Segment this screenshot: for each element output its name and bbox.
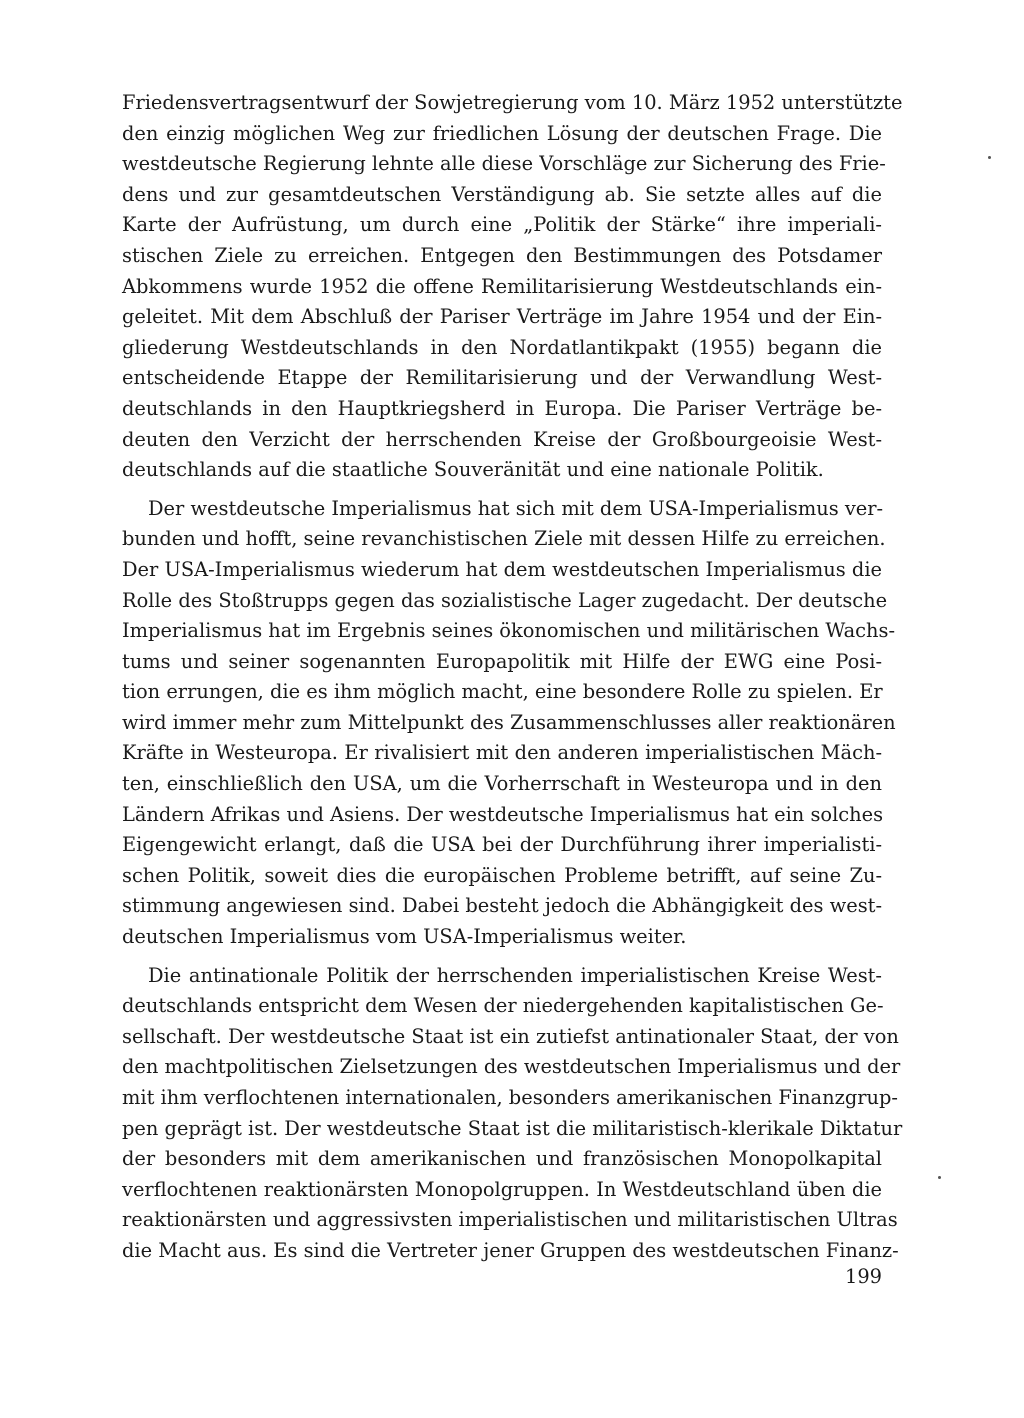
text-line: deutschlands in den Hauptkriegsherd in Europa. Die Pariser Verträge be-: [122, 396, 882, 420]
text-line: Imperialismus hat im Ergebnis seines ökonomischen und militärischen Wachs-: [122, 619, 896, 643]
text-line: Friedensvertragsentwurf der Sowjetregierung vom 10. März 1952 unterstützte: [122, 91, 903, 114]
text-line: stimmung angewiesen sind. Dabei besteht jedoch die Abhängigkeit des west-: [122, 894, 882, 918]
text-line: deutschen Imperialismus vom USA-Imperialismus weiter.: [122, 925, 687, 949]
text-line: dens und zur gesamtdeutschen Verständigung ab. Sie setzte alles auf die: [122, 182, 882, 206]
text-line: Die antinationale Politik der herrschenden imperialistischen Kreise West-: [148, 963, 882, 987]
text-line: Eigengewicht erlangt, daß die USA bei der Durchführung ihrer imperialisti-: [122, 833, 882, 857]
text-line: Der USA-Imperialismus wiederum hat dem westdeutschen Imperialismus die: [122, 557, 882, 581]
text-line: deutschlands auf die staatliche Souveränität und eine nationale Politik.: [122, 458, 824, 482]
scan-speck: [988, 156, 991, 159]
text-line: gliederung Westdeutschlands in den Nordatlantikpakt (1955) begann die: [122, 335, 882, 359]
text-line: verflochtenen reaktionärsten Monopolgruppen. In Westdeutschland üben die: [122, 1177, 882, 1201]
text-line: mit ihm verflochtenen internationalen, besonders amerikanischen Finanzgrup-: [122, 1086, 898, 1109]
text-line: Rolle des Stoßtrupps gegen das sozialistische Lager zugedacht. Der deutsche: [122, 588, 888, 612]
text-line: Ländern Afrikas und Asiens. Der westdeutsche Imperialismus hat ein solches: [122, 802, 884, 826]
text-line: deuten den Verzicht der herrschenden Kreise der Großbourgeoisie West-: [122, 427, 882, 451]
text-line: ten, einschließlich den USA, um die Vorherrschaft in Westeuropa und in den: [122, 772, 882, 796]
text-line: sellschaft. Der westdeutsche Staat ist ein zutiefst antinationaler Staat, der von: [122, 1024, 899, 1048]
page-number: 199: [844, 1265, 882, 1288]
text-line: geleitet. Mit dem Abschluß der Pariser Verträge im Jahre 1954 und der Ein-: [122, 305, 882, 329]
text-line: die Macht aus. Es sind die Vertreter jener Gruppen des westdeutschen Finanz-: [122, 1238, 899, 1262]
paragraph-1: [122, 88, 903, 486]
paragraph-2: [122, 494, 896, 953]
paragraph-spacer: [122, 486, 882, 494]
text-line: westdeutsche Regierung lehnte alle diese Vorschläge zur Sicherung des Frie-: [122, 152, 886, 176]
text-line: der besonders mit dem amerikanischen und französischen Monopolkapital: [122, 1147, 882, 1171]
text-line: wird immer mehr zum Mittelpunkt des Zusammenschlusses aller reaktionären: [122, 710, 896, 734]
text-line: deutschlands entspricht dem Wesen der niedergehenden kapitalistischen Ge-: [122, 994, 884, 1018]
text-line: Der westdeutsche Imperialismus hat sich mit dem USA-Imperialismus ver-: [148, 496, 884, 520]
text-line: den machtpolitischen Zielsetzungen des westdeutschen Imperialismus und der: [122, 1055, 901, 1079]
text-line: schen Politik, soweit dies die europäischen Probleme betrifft, auf seine Zu-: [122, 863, 882, 887]
text-line: Kräfte in Westeuropa. Er rivalisiert mit den anderen imperialistischen Mäch-: [122, 741, 882, 765]
text-line: stischen Ziele zu erreichen. Entgegen den Bestimmungen des Potsdamer: [122, 243, 882, 267]
body-text: [122, 88, 903, 1267]
text-line: reaktionärsten und aggressivsten imperialistischen und militaristischen Ultras: [122, 1208, 898, 1232]
text-line: entscheidende Etappe der Remilitarisierung und der Verwandlung West-: [122, 366, 882, 390]
paragraph-3: [122, 961, 903, 1267]
text-line: Karte der Aufrüstung, um durch eine „Politik der Stärke“ ihre imperiali-: [122, 213, 882, 237]
text-line: tums und seiner sogenannten Europapolitik mit Hilfe der EWG eine Posi-: [122, 649, 882, 673]
paragraph-spacer: [122, 953, 882, 961]
text-line: den einzig möglichen Weg zur friedlichen Lösung der deutschen Frage. Die: [122, 121, 882, 145]
text-line: tion errungen, die es ihm möglich macht, eine besondere Rolle zu spielen. Er: [122, 680, 883, 704]
scan-speck: [938, 1176, 941, 1179]
text-line: Abkommens wurde 1952 die offene Remilitarisierung Westdeutschlands ein-: [122, 274, 882, 298]
text-line: bunden und hofft, seine revanchistischen Ziele mit dessen Hilfe zu erreichen.: [122, 527, 886, 551]
text-line: pen geprägt ist. Der westdeutsche Staat ist die militaristisch-klerikale Diktatur: [122, 1116, 903, 1140]
